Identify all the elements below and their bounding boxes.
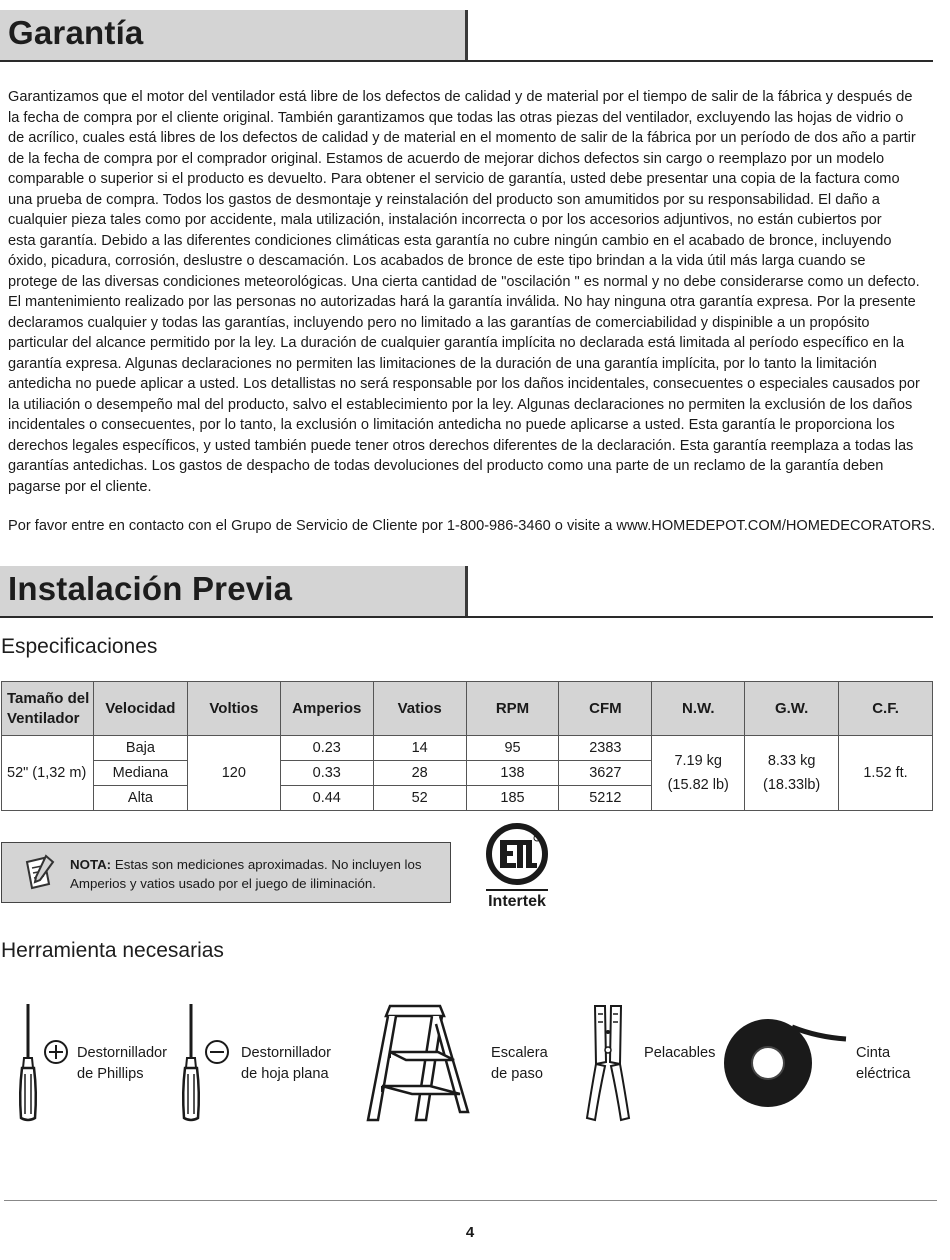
cfm-cell: 3627 <box>559 761 652 786</box>
wire-stripper-icon <box>583 1002 633 1124</box>
tool-label-line: Pelacables <box>644 1045 716 1061</box>
preinstall-header-rule <box>0 616 933 618</box>
tool-label-tape <box>856 1043 910 1085</box>
warranty-line: declaramos cualquier y todas las garantías, incluyendo pero no limitado a las garantías de comerciabilidad y dispinible a un propósito <box>8 314 870 331</box>
intertek-label: Intertek <box>488 893 546 910</box>
col-header: CFM <box>559 682 652 736</box>
warranty-line: de la fecha de compra por el comprador original. Estamos de acuerdo de mejorar dichos defectos sin cargo o reemplazo por un modelo <box>8 150 885 167</box>
col-header: C.F. <box>839 682 933 736</box>
tool-label-flathead <box>241 1043 331 1085</box>
col-header: G.W. <box>745 682 839 736</box>
gross-weight-kg: 8.33 kg <box>767 753 816 769</box>
warranty-title: Garantía <box>8 14 144 51</box>
cfm-cell: 2383 <box>559 736 652 761</box>
warranty-line: garantías antedichas. Los gastos de despacho de todas devoluciones del producto como una parte de un reclamo de la garantía deben <box>8 458 884 474</box>
watts-cell: 52 <box>373 786 466 811</box>
note-label: NOTA: <box>70 857 112 872</box>
preinstall-title: Instalación Previa <box>8 570 293 607</box>
note-box <box>1 842 451 903</box>
table-header-row <box>2 682 933 736</box>
rpm-cell: 138 <box>466 761 559 786</box>
tool-label-line: de paso <box>491 1066 543 1082</box>
warranty-line: una prueba de compra. Todos los gastos de desmontaje y reinstalación del producto son amumitidos por su responsabilidad. El daño a <box>8 191 880 208</box>
tool-label-phillips <box>77 1043 167 1085</box>
warranty-line: la fecha de compra por el cliente original. También garantizamos que todas las otras piezas del ventilador, excluyendo las hojas de vidrio o <box>8 109 904 126</box>
amps-cell: 0.23 <box>280 736 373 761</box>
cubic-feet-cell: 1.52 ft. <box>839 736 933 811</box>
col-header: Velocidad <box>93 682 187 736</box>
table-row <box>2 736 933 761</box>
warranty-line: derechos legales específicos, y usted también puede tener otros derechos diferentes de la declaración. Esta garantía reemplaza a todas las <box>8 437 914 454</box>
tool-label-line: de hoja plana <box>241 1066 329 1082</box>
tool-label-line: Escalera <box>491 1045 548 1061</box>
note-line-2: Amperios y vatios usado por el juego de iliminación. <box>70 876 376 891</box>
voltage-cell: 120 <box>187 736 280 811</box>
cfm-cell: 5212 <box>559 786 652 811</box>
tool-label-line: Destornillador <box>77 1045 168 1061</box>
warranty-line: esta garantía. Debido a las diferentes condiciones climáticas esta garantía no cubre ningún cambio en el acabado de bronce, incluyendo <box>8 232 892 249</box>
warranty-line: incidentales o consecuentes, por lo tanto, la exclusión o limitación antedicha no puede aplicarse a usted. Esta garantía le proporciona los <box>8 417 895 433</box>
tool-label-line: Destornillador <box>241 1045 332 1061</box>
amps-cell: 0.33 <box>280 761 373 786</box>
warranty-line: antedicha no puede aplicar a usted. Los detallistas no será responsable por los daños incidentales, consecuentes o especiales causados por <box>8 376 920 392</box>
net-weight-kg: 7.19 kg <box>674 753 723 769</box>
net-weight-lb: (15.82 lb) <box>667 777 729 793</box>
warranty-text <box>8 87 938 497</box>
tool-label-line: eléctrica <box>856 1066 911 1082</box>
rpm-cell: 95 <box>466 736 559 761</box>
speed-cell: Mediana <box>93 761 187 786</box>
gross-weight-cell <box>745 736 839 811</box>
net-weight-cell <box>652 736 745 811</box>
size-cell: 52" (1,32 m) <box>2 736 94 811</box>
tool-label-ladder <box>491 1043 548 1085</box>
tool-label-line: de Phillips <box>77 1066 144 1082</box>
amps-cell: 0.44 <box>280 786 373 811</box>
warranty-line: protege de las diversas condiciones meteorológicas. Una cierta cantidad de "oscilación " es normal y no debe considerarse como un defecto. <box>8 273 920 290</box>
warranty-line: la utiliación o desempeño mal del producto, salvo el establecimiento por la ley. Algunas declaraciones no permiten la exclusión de los daños <box>8 396 913 413</box>
col-header: N.W. <box>652 682 745 736</box>
col-header: Amperios <box>280 682 373 736</box>
warranty-line: pagarse por el cliente. <box>8 478 152 495</box>
contact-text <box>8 516 938 537</box>
watts-cell: 14 <box>373 736 466 761</box>
tool-label-line: Cinta <box>856 1045 891 1061</box>
speed-cell: Baja <box>93 736 187 761</box>
electrical-tape-icon <box>722 1015 850 1111</box>
col-header: Tamaño del Ventilador <box>2 682 94 736</box>
note-pencil-icon <box>22 854 56 897</box>
tool-label-stripper <box>644 1043 715 1064</box>
warranty-line: garantía expresa. Algunas declaraciones no permiten las limitaciones de la duración de una garantía implícita, por lo tanto la limitación <box>8 355 877 372</box>
flathead-screwdriver-icon <box>177 1002 233 1124</box>
warranty-line: comparable o superior si el producto es devuelto. Para obtener el servicio de garantía, usted debe presentar una copia de la factura como <box>8 171 900 187</box>
phillips-screwdriver-icon <box>14 1002 70 1124</box>
warranty-line: Garantizamos que el motor del ventilador está libre de los defectos de calidad y de material por el tiempo de salir de la fábrica y después de <box>8 89 913 105</box>
col-header: Vatios <box>373 682 466 736</box>
warranty-header-rule <box>0 60 933 62</box>
warranty-line: El mantenimiento realizado por las personas no autorizadas hará la garantía inválida. No hay ninguna otra garantía expresa. Por la presente <box>8 294 916 310</box>
gross-weight-lb: (18.33lb) <box>763 777 821 793</box>
warranty-line: óxido, picadura, corrosión, deslustre o descamación. Los acabados de bronce de este tipo brindan a la vida útil más larga cuando se <box>8 253 866 269</box>
note-line-1: Estas son mediciones aproximadas. No incluyen los <box>111 857 422 872</box>
warranty-line: cualquier pieza tales como por accidente, mala utilización, instalación incorrecta o por los accesorios adjuntivos, no están cubiertos por <box>8 212 882 228</box>
specs-table <box>1 681 933 811</box>
tools-title: Herramienta necesarias <box>1 939 224 962</box>
col-header: RPM <box>466 682 559 736</box>
warranty-line: de acrílico, cuales está libres de los defectos de calidad y de material en el momento de salir de la fábrica por un período de dos año a partir <box>8 130 916 146</box>
note-text <box>70 855 445 893</box>
page-number: 4 <box>465 1224 475 1241</box>
contact-line: Por favor entre en contacto con el Grupo de Servicio de Cliente por 1-800-986-3460 o visite a www.HOMEDEPOT.COM/HOMEDECORATORS. <box>8 518 936 534</box>
col-header: Voltios <box>187 682 280 736</box>
warranty-line: particular del alcance permitido por la ley. La duración de cualquier garantía implícita no declarada está limitada al período específico en la <box>8 335 905 351</box>
watts-cell: 28 <box>373 761 466 786</box>
rpm-cell: 185 <box>466 786 559 811</box>
speed-cell: Alta <box>93 786 187 811</box>
specs-title: Especificaciones <box>1 635 158 658</box>
footer-rule <box>4 1200 937 1201</box>
step-ladder-icon <box>360 1002 478 1124</box>
